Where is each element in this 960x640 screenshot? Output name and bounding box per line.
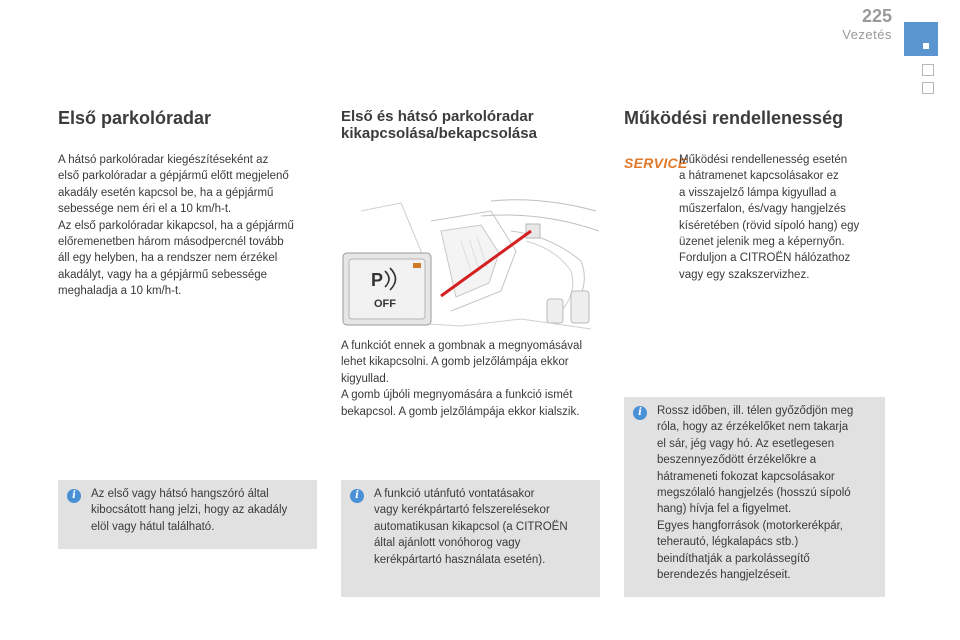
section-title-front-radar: Első parkolóradar [58, 108, 212, 128]
info-note-weather-text: Rossz időben, ill. télen győződjön meg róla, hogy az érzékelőket nem takarja el sár, jég vagy hó. Az esetlegesen beszennyeződött érzékelőkre a hátrameneti fokozat kapcsolásakor megszólaló hangjelzés (hosszú sípoló hang) hívja fel a figyelmet. Egyes hangforrások (motorkerékpár, teherautó, légkalapács stb.) beindíthatják a parkolássegítő berendezés hangjelzéseit. [657, 405, 854, 582]
button-off-label: OFF [374, 298, 396, 310]
service-icon: SERVICE [624, 155, 688, 171]
chapter-tab-active [904, 22, 938, 56]
info-note-towing [341, 480, 600, 597]
chapter-title: Vezetés [842, 27, 892, 42]
info-note-speaker-text: Az első vagy hátsó hangszóró által kibocsátott hang jelzi, hogy az akadály elöl vagy hátul található. [91, 488, 288, 533]
front-radar-description: A hátsó parkolóradar kiegészítéseként az első parkolóradar a gépjármű előtt megjelenő akadály esetén kapcsol be, ha a gépjármű sebessége nem éri el a 10 km/h-t. Az első parkolóradar kikapcsol, ha a gépjármű előremenetben három másodpercnél tovább áll egy helyben, ha a rendszer nem érzékel akadályt, vagy ha a gépjármű sebessége meghaladja a 10 km/h-t. [58, 154, 294, 298]
button-p-label: P [371, 270, 384, 290]
info-note-speaker [58, 480, 317, 549]
info-icon: i [350, 489, 364, 503]
toggle-radar-description: A funkciót ennek a gombnak a megnyomásával lehet kikapcsolni. A gomb jelzőlámpája ekkor kigyullad. A gomb újbóli megnyomására a funkció ismét bekapcsol. A gomb jelzőlámpája ekkor kialszik. [341, 340, 583, 418]
info-icon: i [633, 406, 647, 420]
info-note-towing-text: A funkció utánfutó vontatásakor vagy kerékpártartó felszerelésekor automatikusan kikapcsol (a CITROËN által ajánlott vonóhorog vagy kerékpártartó használata esetén). [374, 488, 568, 566]
chapter-tab [922, 64, 934, 76]
dashboard-illustration [341, 191, 601, 331]
page-number: 225 [861, 6, 892, 26]
chapter-tab [922, 82, 934, 94]
malfunction-description: Működési rendellenesség esetén a hátramenet kapcsolásakor ez a visszajelző lámpa kigyullad a műszerfalon, és/vagy hangjelzés kíséretében (rövid sípoló hang) egy üzenet jelenik meg a képernyőn. Forduljon a CITROËN hálózathoz vagy egy szakszervizhez. [679, 154, 860, 281]
info-icon: i [67, 489, 81, 503]
info-note-weather [624, 397, 885, 597]
section-title-toggle-radar: Első és hátsó parkolóradar kikapcsolása/bekapcsolása [341, 108, 537, 142]
section-title-malfunction: Működési rendellenesség [624, 108, 844, 128]
